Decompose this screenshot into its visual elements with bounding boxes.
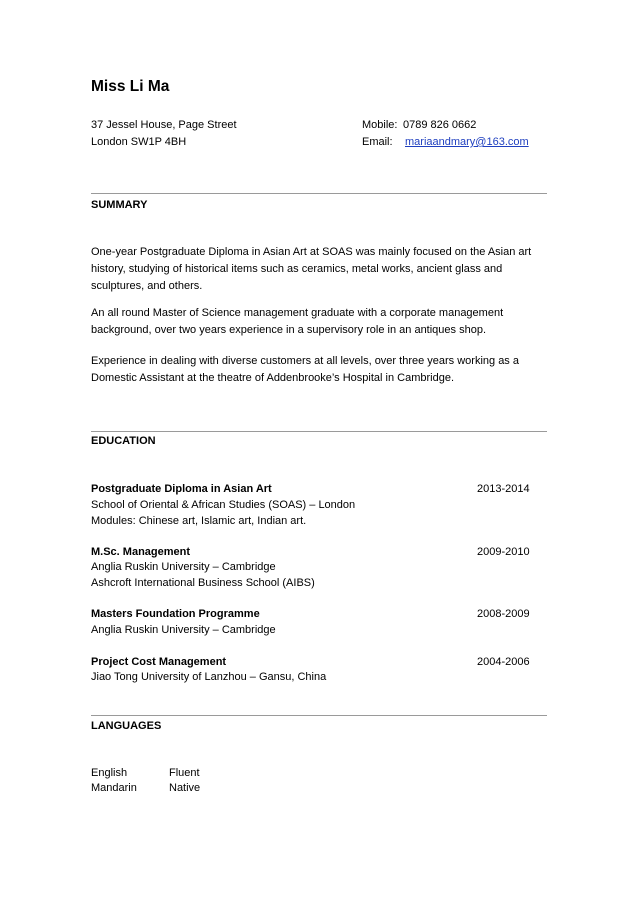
divider-summary (91, 193, 547, 194)
mobile-label: Mobile: (362, 119, 398, 131)
candidate-name: Miss Li Ma (91, 78, 170, 95)
education-detail: Ashcroft International Business School (AIBS) (91, 577, 315, 589)
email-label: Email: (362, 136, 393, 148)
address-line-1: 37 Jessel House, Page Street (91, 119, 237, 131)
summary-paragraph-3: Experience in dealing with diverse customers at all levels, over three years working as a Domestic Assistant at the theatre of Addenbrooke’s Hospital in Cambridge. (91, 355, 519, 384)
summary-heading: SUMMARY (91, 199, 148, 211)
education-detail: School of Oriental & African Studies (SOAS) – London (91, 499, 356, 511)
education-detail: Modules: Chinese art, Islamic art, Indian art. (91, 515, 307, 527)
education-title: Masters Foundation Programme (91, 608, 260, 620)
address-line-2: London SW1P 4BH (91, 136, 187, 148)
mobile-number: 0789 826 0662 (403, 119, 477, 131)
summary-paragraph-1: One-year Postgraduate Diploma in Asian Art at SOAS was mainly focused on the Asian art history, studying of historical items such as ceramics, metal works, ancient glass and sculptures, and others. (91, 246, 532, 292)
education-detail: Anglia Ruskin University – Cambridge (91, 624, 276, 636)
education-title: Project Cost Management (91, 656, 227, 668)
education-years: 2004-2006 (477, 656, 530, 668)
education-title: M.Sc. Management (91, 546, 191, 558)
divider-languages (91, 715, 547, 716)
education-detail: Anglia Ruskin University – Cambridge (91, 561, 276, 573)
email-link[interactable]: mariaandmary@163.com (405, 136, 529, 148)
language-name: Mandarin (91, 782, 137, 794)
divider-education (91, 431, 547, 432)
education-years: 2008-2009 (477, 608, 530, 620)
education-years: 2013-2014 (477, 483, 530, 495)
education-title: Postgraduate Diploma in Asian Art (91, 483, 272, 495)
summary-paragraph-2: An all round Master of Science management graduate with a corporate management background, over two years experience in a supervisory role in an antiques shop. (91, 307, 504, 336)
languages-heading: LANGUAGES (91, 720, 162, 732)
education-heading: EDUCATION (91, 435, 156, 447)
language-level: Fluent (169, 767, 200, 779)
language-name: English (91, 767, 128, 779)
education-years: 2009-2010 (477, 546, 530, 558)
education-detail: Jiao Tong University of Lanzhou – Gansu, China (91, 671, 327, 683)
language-level: Native (169, 782, 201, 794)
